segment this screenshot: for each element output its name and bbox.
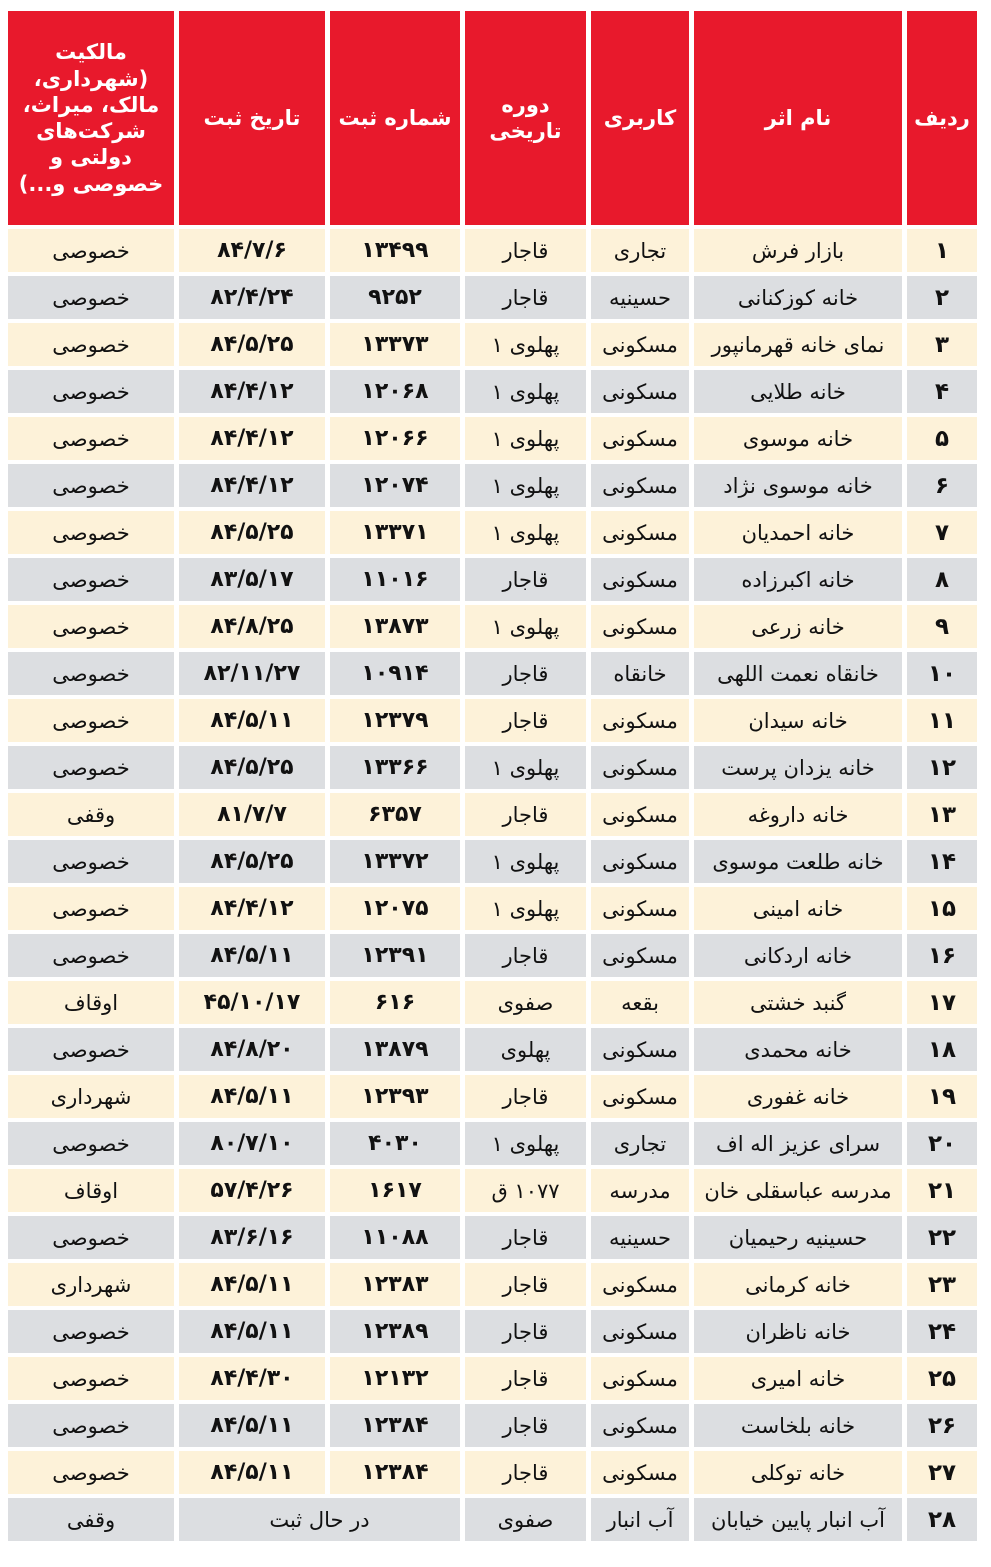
cell-historical-period: قاجار — [465, 1357, 586, 1400]
cell-row-number: ۱۷ — [907, 981, 977, 1024]
cell-monument-name: خانه زرعی — [694, 605, 902, 648]
cell-monument-name: خانه طلعت موسوی — [694, 840, 902, 883]
cell-monument-name: خانه ناظران — [694, 1310, 902, 1353]
cell-historical-period: پهلوی ۱ — [465, 746, 586, 789]
cell-ownership: خصوصی — [8, 323, 174, 366]
cell-registration-date: ۸۲/۱۱/۲۷ — [179, 652, 325, 695]
table-row — [8, 1122, 977, 1165]
cell-registration-date: ۸۴/۴/۳۰ — [179, 1357, 325, 1400]
cell-ownership: خصوصی — [8, 1404, 174, 1447]
cell-registration-number: ۱۲۰۷۵ — [330, 887, 460, 930]
cell-registration-number: ۱۳۴۹۹ — [330, 229, 460, 272]
cell-row-number: ۴ — [907, 370, 977, 413]
cell-row-number: ۲۱ — [907, 1169, 977, 1212]
cell-historical-period: صفوی — [465, 1498, 586, 1541]
cell-usage: خانقاه — [591, 652, 689, 695]
table-row — [8, 1357, 977, 1400]
header-row — [8, 11, 977, 225]
table-row — [8, 511, 977, 554]
cell-ownership: وقفی — [8, 793, 174, 836]
cell-registration-number: ۱۲۰۷۴ — [330, 464, 460, 507]
cell-registration-date: ۵۷/۴/۲۶ — [179, 1169, 325, 1212]
cell-usage: مسکونی — [591, 793, 689, 836]
table-row — [8, 1216, 977, 1259]
cell-registration-number: ۶۳۵۷ — [330, 793, 460, 836]
table-row — [8, 229, 977, 272]
cell-historical-period: قاجار — [465, 1216, 586, 1259]
cell-historical-period: پهلوی ۱ — [465, 464, 586, 507]
cell-row-number: ۲۲ — [907, 1216, 977, 1259]
cell-historical-period: قاجار — [465, 1263, 586, 1306]
cell-registration-date: ۸۴/۵/۲۵ — [179, 323, 325, 366]
cell-historical-period: قاجار — [465, 1451, 586, 1494]
cell-row-number: ۲۷ — [907, 1451, 977, 1494]
cell-ownership: خصوصی — [8, 511, 174, 554]
cell-usage: مسکونی — [591, 558, 689, 601]
header-ownership: مالکیت (شهرداری، مالک، میراث، شرکت‌های دولتی و خصوصی و...) — [8, 11, 174, 225]
cell-usage: مسکونی — [591, 699, 689, 742]
cell-historical-period: پهلوی ۱ — [465, 887, 586, 930]
cell-row-number: ۶ — [907, 464, 977, 507]
table-row — [8, 981, 977, 1024]
cell-usage: آب انبار — [591, 1498, 689, 1541]
cell-registration-date: ۸۴/۷/۶ — [179, 229, 325, 272]
table-row — [8, 1404, 977, 1447]
cell-registration-date: ۸۲/۴/۲۴ — [179, 276, 325, 319]
cell-registration-date: ۸۴/۴/۱۲ — [179, 887, 325, 930]
table-row — [8, 746, 977, 789]
cell-row-number: ۲۶ — [907, 1404, 977, 1447]
cell-registration-date: ۸۴/۸/۲۰ — [179, 1028, 325, 1071]
cell-usage: بقعه — [591, 981, 689, 1024]
cell-registration-number: ۱۲۳۸۴ — [330, 1404, 460, 1447]
cell-ownership: خصوصی — [8, 1310, 174, 1353]
cell-row-number: ۱۸ — [907, 1028, 977, 1071]
cell-row-number: ۱۳ — [907, 793, 977, 836]
cell-monument-name: خانه موسوی — [694, 417, 902, 460]
header-monument-name: نام اثر — [694, 11, 902, 225]
cell-row-number: ۱۹ — [907, 1075, 977, 1118]
table-row — [8, 417, 977, 460]
cell-usage: مسکونی — [591, 323, 689, 366]
cell-ownership: خصوصی — [8, 934, 174, 977]
header-registration-number: شماره ثبت — [330, 11, 460, 225]
table-row — [8, 1263, 977, 1306]
cell-monument-name: حسینیه رحیمیان — [694, 1216, 902, 1259]
cell-registration-date: ۸۴/۵/۱۱ — [179, 1310, 325, 1353]
cell-historical-period: پهلوی — [465, 1028, 586, 1071]
cell-row-number: ۵ — [907, 417, 977, 460]
cell-monument-name: خانه بلخاست — [694, 1404, 902, 1447]
cell-registration-number: ۱۳۳۷۳ — [330, 323, 460, 366]
cell-registration-date: ۸۴/۵/۱۱ — [179, 934, 325, 977]
cell-registration-date: ۸۱/۷/۷ — [179, 793, 325, 836]
table-row — [8, 558, 977, 601]
cell-registration-number: ۱۱۰۸۸ — [330, 1216, 460, 1259]
cell-row-number: ۱۶ — [907, 934, 977, 977]
cell-row-number: ۷ — [907, 511, 977, 554]
table-row — [8, 840, 977, 883]
cell-historical-period: پهلوی ۱ — [465, 323, 586, 366]
cell-row-number: ۱۵ — [907, 887, 977, 930]
cell-registration-number: ۱۶۱۷ — [330, 1169, 460, 1212]
cell-ownership: اوقاف — [8, 1169, 174, 1212]
cell-historical-period: قاجار — [465, 699, 586, 742]
table-row — [8, 605, 977, 648]
cell-ownership: خصوصی — [8, 1451, 174, 1494]
cell-historical-period: قاجار — [465, 1310, 586, 1353]
cell-usage: مسکونی — [591, 934, 689, 977]
cell-ownership: خصوصی — [8, 370, 174, 413]
cell-row-number: ۱۲ — [907, 746, 977, 789]
cell-ownership: شهرداری — [8, 1263, 174, 1306]
cell-row-number: ۹ — [907, 605, 977, 648]
cell-registration-number: ۱۲۰۶۶ — [330, 417, 460, 460]
cell-registration-number: ۱۲۰۶۸ — [330, 370, 460, 413]
cell-ownership: خصوصی — [8, 1028, 174, 1071]
cell-ownership: خصوصی — [8, 276, 174, 319]
cell-historical-period: قاجار — [465, 1075, 586, 1118]
cell-registration-status: در حال ثبت — [179, 1498, 460, 1541]
cell-historical-period: پهلوی ۱ — [465, 840, 586, 883]
cell-usage: مسکونی — [591, 746, 689, 789]
cell-monument-name: خانه توکلی — [694, 1451, 902, 1494]
cell-row-number: ۱۴ — [907, 840, 977, 883]
cell-monument-name: خانه داروغه — [694, 793, 902, 836]
cell-historical-period: قاجار — [465, 558, 586, 601]
cell-ownership: خصوصی — [8, 746, 174, 789]
cell-ownership: خصوصی — [8, 417, 174, 460]
cell-monument-name: بازار فرش — [694, 229, 902, 272]
cell-historical-period: قاجار — [465, 229, 586, 272]
cell-registration-number: ۱۲۳۸۴ — [330, 1451, 460, 1494]
cell-registration-number: ۱۲۳۷۹ — [330, 699, 460, 742]
table-row — [8, 1451, 977, 1494]
cell-row-number: ۲۵ — [907, 1357, 977, 1400]
cell-ownership: خصوصی — [8, 558, 174, 601]
cell-historical-period: پهلوی ۱ — [465, 417, 586, 460]
cell-historical-period: قاجار — [465, 276, 586, 319]
cell-monument-name: خانه کوزکنانی — [694, 276, 902, 319]
cell-usage: حسینیه — [591, 1216, 689, 1259]
cell-row-number: ۲ — [907, 276, 977, 319]
cell-usage: مسکونی — [591, 1263, 689, 1306]
cell-historical-period: قاجار — [465, 1404, 586, 1447]
table-row — [8, 1028, 977, 1071]
cell-monument-name: خانه یزدان پرست — [694, 746, 902, 789]
cell-usage: مسکونی — [591, 1451, 689, 1494]
cell-usage: تجاری — [591, 229, 689, 272]
cell-registration-date: ۸۳/۵/۱۷ — [179, 558, 325, 601]
cell-registration-number: ۶۱۶ — [330, 981, 460, 1024]
cell-monument-name: خانه امیری — [694, 1357, 902, 1400]
cell-ownership: خصوصی — [8, 652, 174, 695]
cell-registration-date: ۸۴/۵/۲۵ — [179, 840, 325, 883]
cell-monument-name: مدرسه عباسقلی خان — [694, 1169, 902, 1212]
table-row — [8, 1169, 977, 1212]
cell-monument-name: خانه کرمانی — [694, 1263, 902, 1306]
cell-historical-period: پهلوی ۱ — [465, 370, 586, 413]
cell-registration-date: ۸۴/۵/۲۵ — [179, 511, 325, 554]
cell-row-number: ۱ — [907, 229, 977, 272]
header-row-number: ردیف — [907, 11, 977, 225]
cell-historical-period: صفوی — [465, 981, 586, 1024]
table-header — [8, 11, 977, 225]
cell-historical-period: ۱۰۷۷ ق — [465, 1169, 586, 1212]
cell-usage: تجاری — [591, 1122, 689, 1165]
cell-usage: مدرسه — [591, 1169, 689, 1212]
cell-registration-date: ۸۴/۸/۲۵ — [179, 605, 325, 648]
cell-registration-date: ۸۴/۴/۱۲ — [179, 417, 325, 460]
cell-monument-name: خانه احمدیان — [694, 511, 902, 554]
cell-historical-period: پهلوی ۱ — [465, 605, 586, 648]
cell-monument-name: خانه اردکانی — [694, 934, 902, 977]
cell-row-number: ۲۴ — [907, 1310, 977, 1353]
cell-registration-number: ۱۱۰۱۶ — [330, 558, 460, 601]
cell-monument-name: خانه طلایی — [694, 370, 902, 413]
cell-monument-name: خانه اکبرزاده — [694, 558, 902, 601]
cell-ownership: اوقاف — [8, 981, 174, 1024]
cell-historical-period: قاجار — [465, 652, 586, 695]
cell-ownership: خصوصی — [8, 699, 174, 742]
cell-monument-name: گنبد خشتی — [694, 981, 902, 1024]
cell-historical-period: قاجار — [465, 934, 586, 977]
cell-registration-date: ۸۴/۵/۲۵ — [179, 746, 325, 789]
cell-usage: مسکونی — [591, 511, 689, 554]
table-row — [8, 1498, 977, 1541]
cell-monument-name: خانه محمدی — [694, 1028, 902, 1071]
cell-registration-number: ۱۳۳۷۲ — [330, 840, 460, 883]
cell-registration-date: ۸۴/۴/۱۲ — [179, 464, 325, 507]
cell-registration-date: ۸۴/۵/۱۱ — [179, 699, 325, 742]
table-row — [8, 1310, 977, 1353]
cell-ownership: خصوصی — [8, 1357, 174, 1400]
cell-monument-name: خانه موسوی نژاد — [694, 464, 902, 507]
cell-ownership: شهرداری — [8, 1075, 174, 1118]
cell-registration-number: ۱۲۳۸۹ — [330, 1310, 460, 1353]
header-usage: کاربری — [591, 11, 689, 225]
table-row — [8, 323, 977, 366]
cell-registration-number: ۹۲۵۲ — [330, 276, 460, 319]
cell-ownership: خصوصی — [8, 464, 174, 507]
cell-ownership: وقفی — [8, 1498, 174, 1541]
cell-registration-number: ۱۳۸۷۳ — [330, 605, 460, 648]
cell-registration-number: ۴۰۳۰ — [330, 1122, 460, 1165]
cell-usage: مسکونی — [591, 464, 689, 507]
cell-usage: مسکونی — [591, 887, 689, 930]
cell-registration-number: ۱۳۸۷۹ — [330, 1028, 460, 1071]
cell-historical-period: پهلوی ۱ — [465, 511, 586, 554]
cell-monument-name: آب انبار پایین خیابان — [694, 1498, 902, 1541]
table-row — [8, 276, 977, 319]
cell-usage: مسکونی — [591, 370, 689, 413]
cell-monument-name: سرای عزیز اله اف — [694, 1122, 902, 1165]
table-row — [8, 887, 977, 930]
cell-registration-date: ۸۳/۶/۱۶ — [179, 1216, 325, 1259]
table-body — [8, 229, 977, 1541]
cell-ownership: خصوصی — [8, 1122, 174, 1165]
cell-ownership: خصوصی — [8, 840, 174, 883]
cell-usage: مسکونی — [591, 1404, 689, 1447]
cell-usage: مسکونی — [591, 417, 689, 460]
cell-usage: مسکونی — [591, 605, 689, 648]
cell-registration-number: ۱۳۳۶۶ — [330, 746, 460, 789]
cell-usage: مسکونی — [591, 1357, 689, 1400]
table-row — [8, 699, 977, 742]
cell-registration-date: ۸۴/۵/۱۱ — [179, 1451, 325, 1494]
cell-row-number: ۳ — [907, 323, 977, 366]
cell-registration-date: ۸۴/۵/۱۱ — [179, 1404, 325, 1447]
table-row — [8, 793, 977, 836]
cell-ownership: خصوصی — [8, 229, 174, 272]
cell-registration-date: ۸۴/۴/۱۲ — [179, 370, 325, 413]
cell-row-number: ۲۸ — [907, 1498, 977, 1541]
cell-row-number: ۱۱ — [907, 699, 977, 742]
cell-historical-period: قاجار — [465, 793, 586, 836]
cell-monument-name: خانه امینی — [694, 887, 902, 930]
cell-ownership: خصوصی — [8, 887, 174, 930]
cell-usage: مسکونی — [591, 1075, 689, 1118]
cell-registration-number: ۱۳۳۷۱ — [330, 511, 460, 554]
header-historical-period: دوره تاریخی — [465, 11, 586, 225]
cell-row-number: ۱۰ — [907, 652, 977, 695]
cell-registration-number: ۱۲۱۳۲ — [330, 1357, 460, 1400]
table-row — [8, 934, 977, 977]
cell-monument-name: خانه سیدان — [694, 699, 902, 742]
cell-monument-name: خانقاه نعمت اللهی — [694, 652, 902, 695]
cell-registration-date: ۸۴/۵/۱۱ — [179, 1263, 325, 1306]
cell-registration-number: ۱۲۳۹۱ — [330, 934, 460, 977]
cell-ownership: خصوصی — [8, 605, 174, 648]
cell-registration-number: ۱۲۳۸۳ — [330, 1263, 460, 1306]
cell-registration-number: ۱۲۳۹۳ — [330, 1075, 460, 1118]
header-registration-date: تاریخ ثبت — [179, 11, 325, 225]
cell-ownership: خصوصی — [8, 1216, 174, 1259]
cell-row-number: ۲۰ — [907, 1122, 977, 1165]
table-row — [8, 652, 977, 695]
cell-registration-date: ۸۴/۵/۱۱ — [179, 1075, 325, 1118]
table-row — [8, 1075, 977, 1118]
cell-registration-number: ۱۰۹۱۴ — [330, 652, 460, 695]
cell-monument-name: خانه غفوری — [694, 1075, 902, 1118]
table-row — [8, 370, 977, 413]
cell-usage: مسکونی — [591, 1310, 689, 1353]
heritage-registry-table — [3, 7, 982, 1545]
cell-monument-name: نمای خانه قهرمانپور — [694, 323, 902, 366]
heritage-registry-table-container — [3, 7, 982, 1545]
cell-usage: مسکونی — [591, 840, 689, 883]
cell-usage: مسکونی — [591, 1028, 689, 1071]
cell-historical-period: پهلوی ۱ — [465, 1122, 586, 1165]
cell-registration-date: ۴۵/۱۰/۱۷ — [179, 981, 325, 1024]
table-row — [8, 464, 977, 507]
cell-registration-date: ۸۰/۷/۱۰ — [179, 1122, 325, 1165]
cell-usage: حسینیه — [591, 276, 689, 319]
cell-row-number: ۲۳ — [907, 1263, 977, 1306]
cell-row-number: ۸ — [907, 558, 977, 601]
